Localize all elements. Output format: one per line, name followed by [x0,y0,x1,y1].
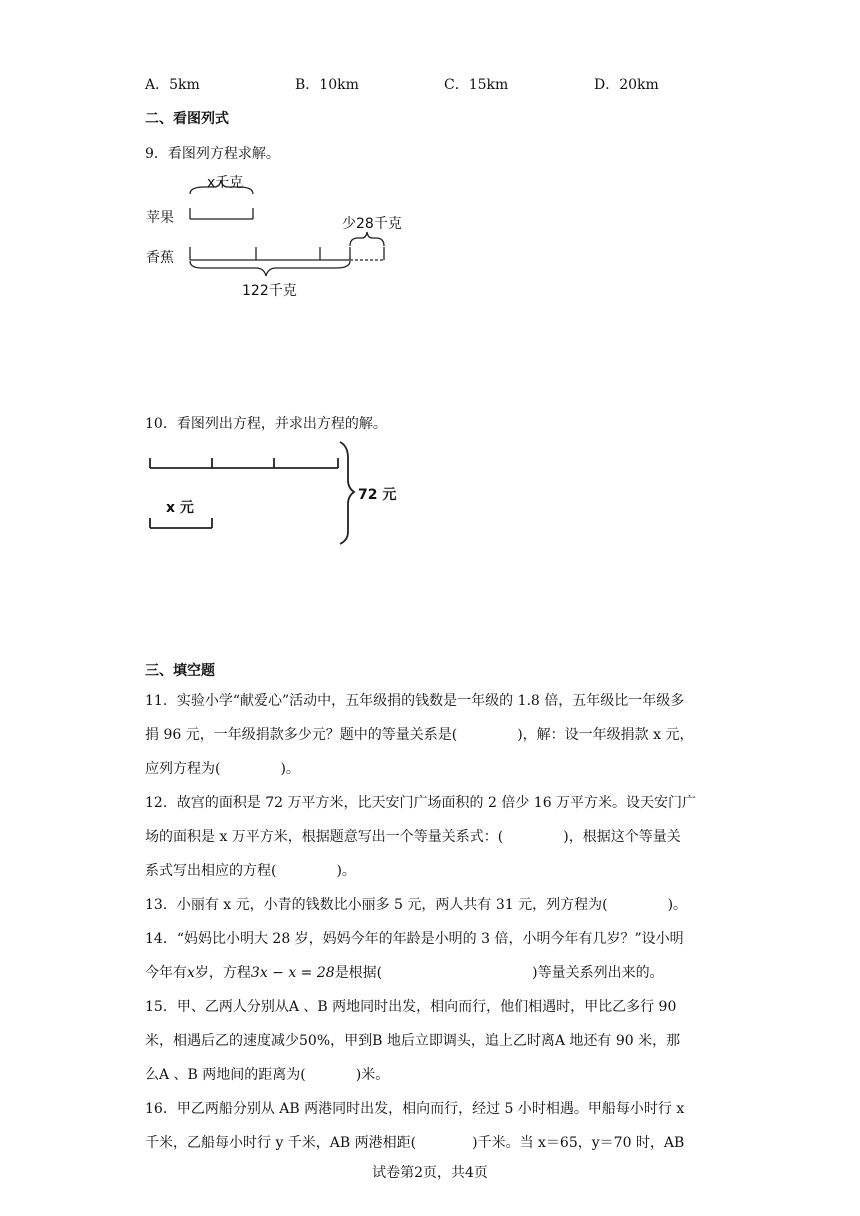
q11-line-2-start: 捐 96 元，一年级捐款多少元？题中的等量关系是( [145,727,458,743]
q13 [145,888,717,922]
q9-text: 9．看图列方程求解。 [145,146,280,162]
q14-variable: x [187,965,195,981]
q14-line-2-start: 今年有 [145,965,187,981]
section-3-title: 三、填空题 [145,663,215,679]
total-brace [190,261,350,276]
q9-apple-label: 苹果 [146,210,174,226]
option-a: A．5km [145,77,200,93]
q9-less-label: 少28千克 [342,216,402,232]
q15 [145,990,717,1092]
q11-line-3-start: 应列方程为( [145,761,221,777]
q13-line-1-start: 13．小丽有 x 元，小青的钱数比小丽多 5 元，两人共有 31 元，列方程为( [145,897,608,913]
q12-line-3-start: 系式写出相应的方程( [145,863,277,879]
q15-line-3-end: )米。 [355,1067,390,1083]
q15-line-3-start: 么A 、B 两地间的距离为( [145,1067,306,1083]
q14-line-2-end: )等量关系列出来的。 [532,965,664,981]
q10-total-label: 72 元 [358,487,397,503]
q10-line-diagram [140,436,360,551]
q14-line-2-open: 是根据( [334,965,383,981]
q10-text: 10．看图列出方程，并求出方程的解。 [145,416,387,432]
q16 [145,1092,717,1160]
option-c: C．15km [444,77,509,93]
q16-line-2 [145,1126,717,1160]
q15-line-1: 15．甲、乙两人分别从A 、B 两地同时出发，相向而行，他们相遇时，甲比乙多行 90 [145,999,677,1015]
q15-line-2: 米，相遇后乙的速度减少50%，甲到B 地后立即调头，追上乙时离A 地还有 90 米，那 [145,1033,681,1049]
less-brace [350,232,384,246]
total-brace [340,442,354,544]
q15-line-3 [145,1058,717,1092]
q11-line-2-end: )，解：设一年级捐款 x 元， [517,727,694,743]
q16-line-1: 16．甲乙两船分别从 AB 两港同时出发，相向而行，经过 5 小时相遇。甲船每小时行 x [145,1101,685,1117]
q9-banana-label: 香蕉 [146,250,174,266]
q11 [145,684,717,786]
q14 [145,922,717,990]
q11-line-3-end: )。 [280,761,300,777]
q16-line-2-start: 千米，乙船每小时行 y 千米，AB 两港相距( [145,1135,417,1151]
option-d: D．20km [594,77,659,93]
q12-line-3-end: )。 [336,863,356,879]
q9-total-label: 122千克 [242,283,297,299]
q12-line-2-end: )，根据这个等量关 [563,829,681,845]
option-b: B．10km [295,77,359,93]
q10-x-label: x 元 [166,500,194,516]
q14-line-2-mid: 岁，方程 [194,965,251,981]
q16-line-2-end: )千米。当 x＝65，y＝70 时，AB [472,1135,685,1151]
section-2-title: 二、看图列式 [145,111,229,127]
q12 [145,786,717,888]
q12-line-3 [145,854,717,888]
page-footer: 试卷第2页，共4页 [372,1165,488,1181]
q11-line-3 [145,752,717,786]
q14-line-2 [145,956,717,990]
q11-line-2 [145,718,717,752]
q9-x-label: x千克 [207,175,244,191]
q14-line-1: 14．“妈妈比小明大 28 岁，妈妈今年的年龄是小明的 3 倍，小明今年有几岁？”设小明 [145,931,684,947]
q11-line-1: 11．实验小学“献爱心”活动中，五年级捐的钱数是一年级的 1.8 倍，五年级比一年级多 [145,693,685,709]
q12-line-1: 12．故宫的面积是 72 万平方米，比天安门广场面积的 2 倍少 16 万平方米。设天安门广 [145,795,697,811]
q14-equation: 3x − x = 28 [250,965,335,981]
q12-line-2-start: 场的面积是 x 万平方米，根据题意写出一个等量关系式：( [145,829,504,845]
q12-line-2 [145,820,717,854]
q13-line-1 [145,888,717,922]
q13-line-1-end: )。 [667,897,688,913]
